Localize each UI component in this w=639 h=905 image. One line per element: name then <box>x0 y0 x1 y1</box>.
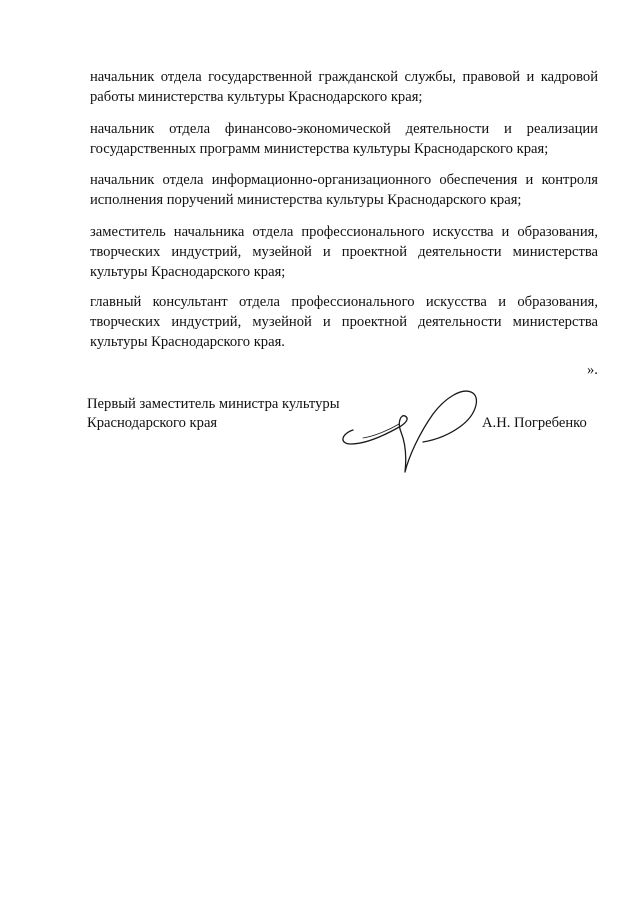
signature-icon <box>335 378 485 478</box>
closing-quote-mark: ». <box>587 362 598 378</box>
paragraph-position-3: начальник отдела информационно-организационного обеспечения и контроля исполнения поручений министерства культуры Краснодарского края; <box>90 172 598 208</box>
paragraph-position-5: главный консультант отдела профессионального искусства и образования, творческих индустрий, музейной и проектной деятельности министерства культуры Краснодарского края. <box>90 294 598 350</box>
signer-title-line-1: Первый заместитель министра культуры <box>87 396 340 412</box>
paragraph-position-2: начальник отдела финансово-экономической деятельности и реализации государственных программ министерства культуры Краснодарского края; <box>90 121 598 157</box>
signer-name: А.Н. Погребенко <box>482 415 587 431</box>
handwritten-signature <box>335 378 485 478</box>
signer-title <box>87 395 367 433</box>
paragraph-position-1: начальник отдела государственной гражданской службы, правовой и кадровой работы министерства культуры Краснодарского края; <box>90 69 598 105</box>
signer-title-line-2: Краснодарского края <box>87 415 218 431</box>
paragraph-position-4: заместитель начальника отдела профессионального искусства и образования, творческих индустрий, музейной и проектной деятельности министерства культуры Краснодарского края; <box>90 224 598 280</box>
